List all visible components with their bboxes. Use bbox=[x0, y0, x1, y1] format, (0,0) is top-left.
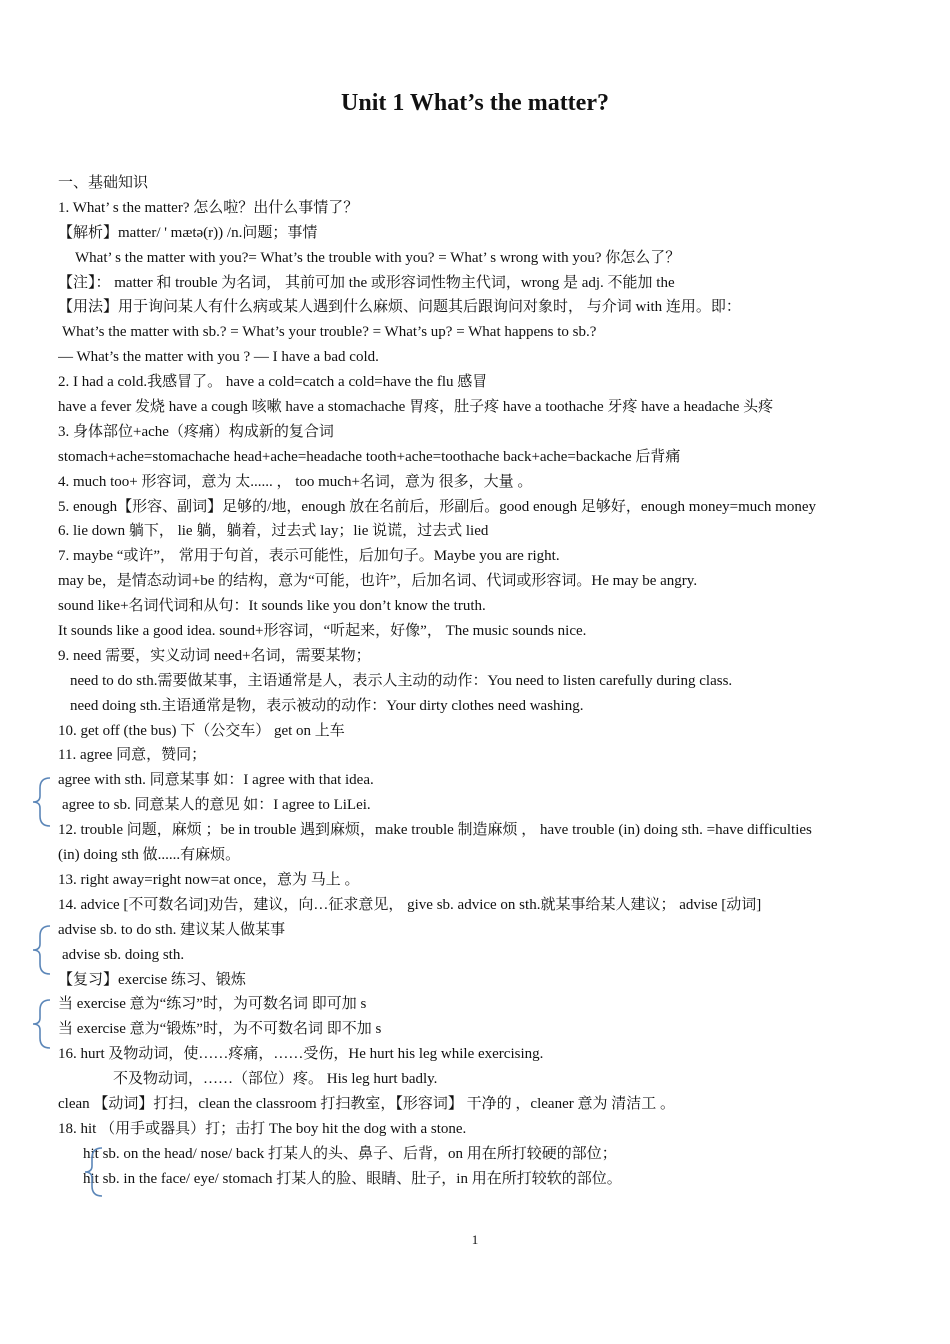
note-line: 4. much too+ 形容词，意为 太...... ， too much+名词，意为 很多，大量 。 bbox=[58, 473, 533, 490]
note-line: advise sb. doing sth. bbox=[62, 946, 185, 963]
note-line: 1. What’ s the matter? 怎么啦？出什么事情了？ bbox=[58, 199, 359, 216]
note-line: 13. right away=right now=at once，意为 马上 。 bbox=[58, 871, 360, 888]
note-line: need doing sth.主语通常是物，表示被动的动作：Your dirty clothes need washing. bbox=[70, 697, 584, 714]
note-line: 当 exercise 意为“练习”时，为可数名词 即可加 s bbox=[58, 996, 367, 1013]
note-line: 11. agree 同意，赞同； bbox=[58, 747, 207, 764]
note-line: may be，是情态动词+be 的结构，意为“可能，也许”，后加名词、代词或形容词。He may be angry. bbox=[58, 573, 698, 590]
note-line: What’ s the matter with you?= What’s the trouble with you? = What’ s wrong with you? 你怎么了？ bbox=[75, 249, 681, 266]
note-line: 不及物动词，……（部位）疼。 His leg hurt badly. bbox=[113, 1071, 438, 1088]
note-line: need to do sth.需要做某事，主语通常是人，表示人主动的动作：You need to listen carefully during class. bbox=[70, 672, 733, 689]
brace-path bbox=[33, 926, 50, 974]
note-line: What’s the matter with sb.? = What’s your trouble? = What’s up? = What happens to sb.? bbox=[62, 324, 597, 341]
note-line: 5. enough【形容、副词】足够的/地，enough 放在名前后，形副后。good enough 足够好，enough money=much money bbox=[58, 498, 816, 515]
brace-path bbox=[33, 1000, 50, 1048]
brace-icon bbox=[82, 1146, 104, 1198]
note-line: sound like+名词代词和从句：It sounds like you don’t know the truth. bbox=[58, 598, 486, 615]
note-line: agree to sb. 同意某人的意见 如：I agree to LiLei. bbox=[62, 797, 371, 814]
brace-path bbox=[33, 778, 50, 826]
note-line: 【用法】用于询问某人有什么病或某人遇到什么麻烦、问题其后跟询问对象时， 与介词 with 连用。即： bbox=[58, 299, 741, 316]
brace-icon bbox=[30, 776, 52, 828]
note-line: 9. need 需要，实义动词 need+名词，需要某物； bbox=[58, 647, 371, 664]
note-line: 14. advice [不可数名词]劝告，建议，向…征求意见， give sb. advice on sth.就某事给某人建议； advise [动词] bbox=[58, 896, 762, 913]
note-line: 6. lie down 躺下， lie 躺，躺着，过去式 lay；lie 说谎，过去式 lied bbox=[58, 523, 489, 540]
note-line: advise sb. to do sth. 建议某人做某事 bbox=[58, 921, 286, 938]
brace-icon bbox=[30, 998, 52, 1050]
note-line: — What’s the matter with you ? — I have a bad cold. bbox=[58, 349, 379, 366]
note-line: 【解析】matter/ ' mætə(r)) /n.问题；事情 bbox=[58, 224, 318, 241]
brace-path bbox=[85, 1148, 102, 1196]
brace-icon bbox=[30, 924, 52, 976]
note-line: 当 exercise 意为“锻炼”时，为不可数名词 即不加 s bbox=[58, 1021, 382, 1038]
notes-body bbox=[58, 171, 898, 1192]
note-line: stomach+ache=stomachache head+ache=headache tooth+ache=toothache back+ache=backache 后背痛 bbox=[58, 448, 681, 465]
section-heading: 一、基础知识 bbox=[58, 175, 149, 191]
note-line: 7. maybe “或许”， 常用于句首，表示可能性，后加句子。Maybe you are right. bbox=[58, 548, 560, 565]
note-line: 16. hurt 及物动词，使……疼痛，……受伤，He hurt his leg while exercising. bbox=[58, 1046, 544, 1063]
page-number: 1 bbox=[471, 1232, 479, 1247]
note-line: 3. 身体部位+ache（疼痛）构成新的复合词 bbox=[58, 423, 334, 440]
note-line: clean 【动词】打扫，clean the classroom 打扫教室，【形容词】 干净的 ，cleaner 意为 清洁工 。 bbox=[58, 1095, 675, 1112]
note-line: 18. hit （用手或器具）打；击打 The boy hit the dog with a stone. bbox=[58, 1120, 467, 1137]
note-line: have a fever 发烧 have a cough 咳嗽 have a stomachache 胃疼，肚子疼 have a toothache 牙疼 have a headache 头疼 bbox=[58, 399, 774, 416]
note-line: 【注】： matter 和 trouble 为名词， 其前可加 the 或形容词性物主代词，wrong 是 adj. 不能加 the bbox=[58, 274, 675, 291]
note-line: hit sb. on the head/ nose/ back 打某人的头、鼻子、后背，on 用在所打较硬的部位； bbox=[83, 1145, 617, 1162]
page-title: Unit 1 What’s the matter? bbox=[341, 90, 609, 116]
note-line: 2. I had a cold.我感冒了。 have a cold=catch a cold=have the flu 感冒 bbox=[58, 374, 488, 391]
note-line: hit sb. in the face/ eye/ stomach 打某人的脸、眼睛、肚子，in 用在所打较软的部位。 bbox=[83, 1170, 622, 1187]
note-line: 【复习】exercise 练习、锻炼 bbox=[58, 971, 246, 988]
note-line: (in) doing sth 做......有麻烦。 bbox=[58, 847, 241, 864]
note-line: 12. trouble 问题，麻烦 ；be in trouble 遇到麻烦，make trouble 制造麻烦 ， have trouble (in) doing sth. =have difficulties bbox=[58, 822, 812, 839]
note-line: agree with sth. 同意某事 如：I agree with that idea. bbox=[58, 772, 374, 789]
note-line: It sounds like a good idea. sound+形容词，“听起来，好像”， The music sounds nice. bbox=[58, 623, 587, 640]
note-line: 10. get off (the bus) 下（公交车） get on 上车 bbox=[58, 722, 345, 739]
